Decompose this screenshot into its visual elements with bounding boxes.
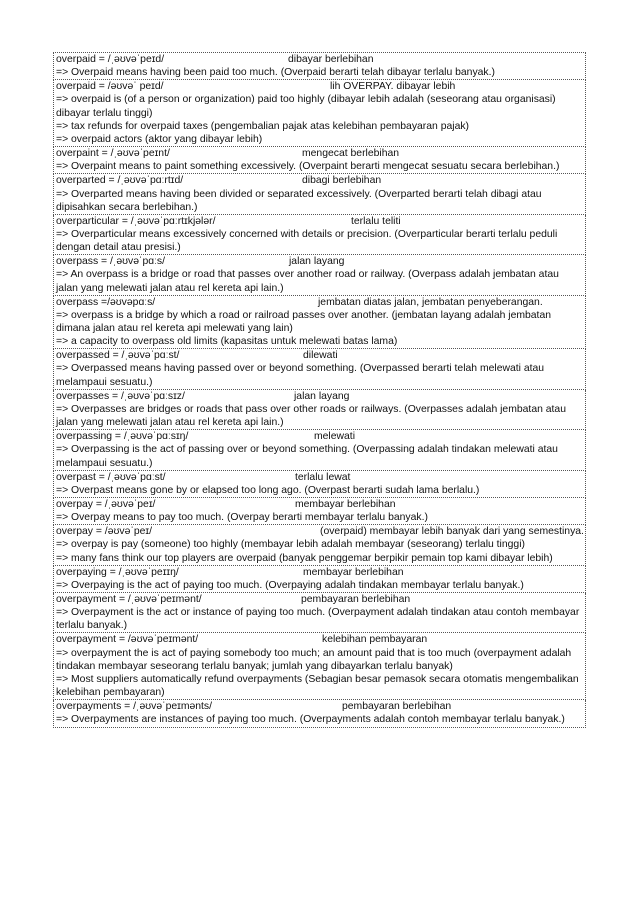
dictionary-entry [53,296,586,350]
entry-headword-row [56,566,583,579]
entry-headword-row [56,215,583,228]
entry-headword: overpasses = /ˌəʊvəˈpɑːsɪz/ [56,390,185,402]
entry-headword-row [56,80,583,93]
dictionary-entry [53,566,586,593]
dictionary-entry [53,52,586,80]
entry-headword: overpaid = /ˌəʊvəˈpeɪd/ [56,54,165,65]
entry-headword-row [56,296,583,309]
entry-example-line: => Most suppliers automatically refund overpayments (Sebagian besar pemasok secara otomatis mengembalikan kelebihan pembayaran) [56,673,579,699]
entry-example-line: => Overpaid means having been paid too much. (Overpaid berarti telah dibayar terlalu banyak.) [56,67,495,79]
entry-headword: overpassed = /ˌəʊvəˈpɑːst/ [56,350,180,362]
dictionary-entry [53,593,586,633]
entry-headword: overparticular = /ˌəʊvəˈpɑːrtɪkjələr/ [56,215,216,227]
entry-example-line: => Overpasses are bridges or roads that pass over other roads or railways. (Overpasses adalah jembatan atau jalan yang melewati jalan atau rel kereta api lain.) [56,403,566,429]
entry-example-line: => Overparticular means excessively concerned with details or precision. (Overparticular berarti terlalu peduli dengan detail atau presisi.) [56,228,558,254]
entry-gloss: dilewati [303,350,338,362]
entry-headword-row [56,430,583,443]
dictionary-entry [53,430,586,470]
entry-headword-row [56,349,583,362]
entry-headword: overpay = /əʊvəˈpeɪ/ [56,526,152,538]
dictionary-entry [53,633,586,700]
entry-headword-row [56,147,583,160]
entry-headword-row [56,525,583,538]
entry-example-line: => Overpaint means to paint something excessively. (Overpaint berarti mengecat sesuatu secara berlebihan.) [56,161,560,173]
dictionary-entry [53,700,586,727]
entry-example-line: => overpay is pay (someone) too highly (membayar lebih adalah membayar (seseorang) terlalu tinggi) [56,539,525,551]
entry-gloss: jembatan diatas jalan, jembatan penyeberangan. [318,296,543,308]
entry-example-line: => Overpay means to pay too much. (Overpay berarti membayar terlalu banyak.) [56,512,428,524]
entry-gloss: kelebihan pembayaran [322,634,428,646]
entry-headword-row [56,700,583,713]
entry-gloss: mengecat berlebihan [302,148,400,160]
entry-example-line: => Overpayment is the act or instance of paying too much. (Overpayment adalah tindakan atau contoh membayar terlalu banyak.) [56,607,580,632]
entry-gloss: dibayar berlebihan [288,54,374,65]
entry-example-line: => An overpass is a bridge or road that passes over another road or railway. (Overpass adalah jembatan atau jalan yang melewati jalan atau rel kereta api lain.) [56,269,559,294]
entry-headword-row [56,471,583,484]
entry-headword-row [56,593,583,606]
entry-example-line: => overpayment the is act of paying somebody too much; an amount paid that is too much (overpayment adalah tindakan membayar seseorang terlalu banyak; jumlah yang dibayarkan terlalu banyak) [56,647,572,672]
entry-example-line: => tax refunds for overpaid taxes (pengembalian pajak atas kelebihan pembayaran pajak) [56,120,469,132]
entry-example-line: => Overpaying is the act of paying too much. (Overpaying adalah tindakan membayar terlalu banyak.) [56,579,524,591]
entry-gloss: terlalu lewat [295,471,351,483]
dictionary-entry [53,471,586,498]
dictionary-entry [53,174,586,214]
entry-example-line: => Overpassing is the act of passing over or beyond something. (Overpassing adalah tindakan melewati atau melampaui sesuatu.) [56,444,558,469]
entry-gloss: pembayaran berlebihan [301,594,411,606]
entry-headword: overpayment = /əʊvəˈpeɪmənt/ [56,634,199,646]
entry-gloss: dibagi berlebihan [302,175,382,187]
dictionary-entry [53,525,586,565]
entry-headword: overpayments = /ˌəʊvəˈpeɪmənts/ [56,701,213,713]
entry-headword-row [56,633,583,646]
entry-headword: overpast = /ˌəʊvəˈpɑːst/ [56,471,166,483]
entry-headword-row [56,498,583,511]
entry-headword: overpass = /ˌəʊvəˈpɑːs/ [56,256,165,268]
entry-example-line: => Overparted means having been divided or separated excessively. (Overparted berarti telah dibagi atau dipisahkan secara berlebihan.) [56,188,542,213]
entry-example-line: => overpass is a bridge by which a road or railroad passes over another. (jembatan layang adalah jembatan dimana jalan atau rel kereta api melewati yang lain) [56,309,552,335]
entry-example-line: => Overpast means gone by or elapsed too long ago. (Overpast berarti sudah lama berlalu.) [56,484,480,496]
entry-gloss: jalan layang [289,256,345,268]
entry-example-line: => many fans think our top players are overpaid (banyak penggemar berpikir pemain top kami dibayar lebih) [56,552,553,564]
entry-example-line: => overpaid is (of a person or organization) paid too highly (dibayar lebih adalah (seseorang atau organisasi) dibayar terlalu tinggi) [56,94,556,119]
entry-example-line: => overpaid actors (aktor yang dibayar lebih) [56,133,263,145]
entry-gloss: pembayaran berlebihan [342,701,452,713]
entry-example-line: => Overpassed means having passed over or beyond something. (Overpassed berarti telah melewati atau melampaui sesuatu.) [56,363,545,388]
entry-gloss: membayar berlebihan [303,566,404,578]
entry-headword: overpass =/əʊvəpɑːs/ [56,296,156,308]
entry-headword-row [56,255,583,268]
entry-headword-row [56,174,583,187]
dictionary-entry [53,255,586,295]
entry-headword: overpaid = /əʊvəˈ peɪd/ [56,81,164,93]
entry-headword-row [56,390,583,403]
entry-headword: overpassing = /ˌəʊvəˈpɑːsɪŋ/ [56,431,189,443]
entry-gloss: terlalu teliti [351,215,401,227]
entry-gloss: melewati [314,431,355,443]
dictionary-entry [53,498,586,525]
entry-example-line: => a capacity to overpass old limits (kapasitas untuk melewati batas lama) [56,336,398,348]
dictionary-entry [53,390,586,430]
entry-gloss: membayar berlebihan [295,498,396,510]
dictionary-entry [53,80,586,147]
dictionary-entry [53,147,586,174]
dictionary-entry [53,349,586,389]
dictionary-entries [53,52,586,728]
entry-gloss: lih OVERPAY. dibayar lebih [330,81,456,93]
entry-gloss: jalan layang [294,390,350,402]
entry-headword: overpayment = /ˌəʊvəˈpeɪmənt/ [56,594,202,606]
entry-headword: overpay = /ˌəʊvəˈpeɪ/ [56,498,156,510]
entry-headword: overparted = /ˌəʊvəˈpɑːrtɪd/ [56,175,184,187]
entry-gloss: (overpaid) membayar lebih banyak dari yang semestinya. [320,526,584,538]
dictionary-entry [53,215,586,255]
entry-headword-row [56,53,583,66]
entry-headword: overpaying = /ˌəʊvəˈpeɪɪŋ/ [56,566,179,578]
entry-example-line: => Overpayments are instances of paying too much. (Overpayments adalah contoh membayar terlalu banyak.) [56,714,565,726]
entry-headword: overpaint = /ˌəʊvəˈpeɪnt/ [56,148,170,160]
